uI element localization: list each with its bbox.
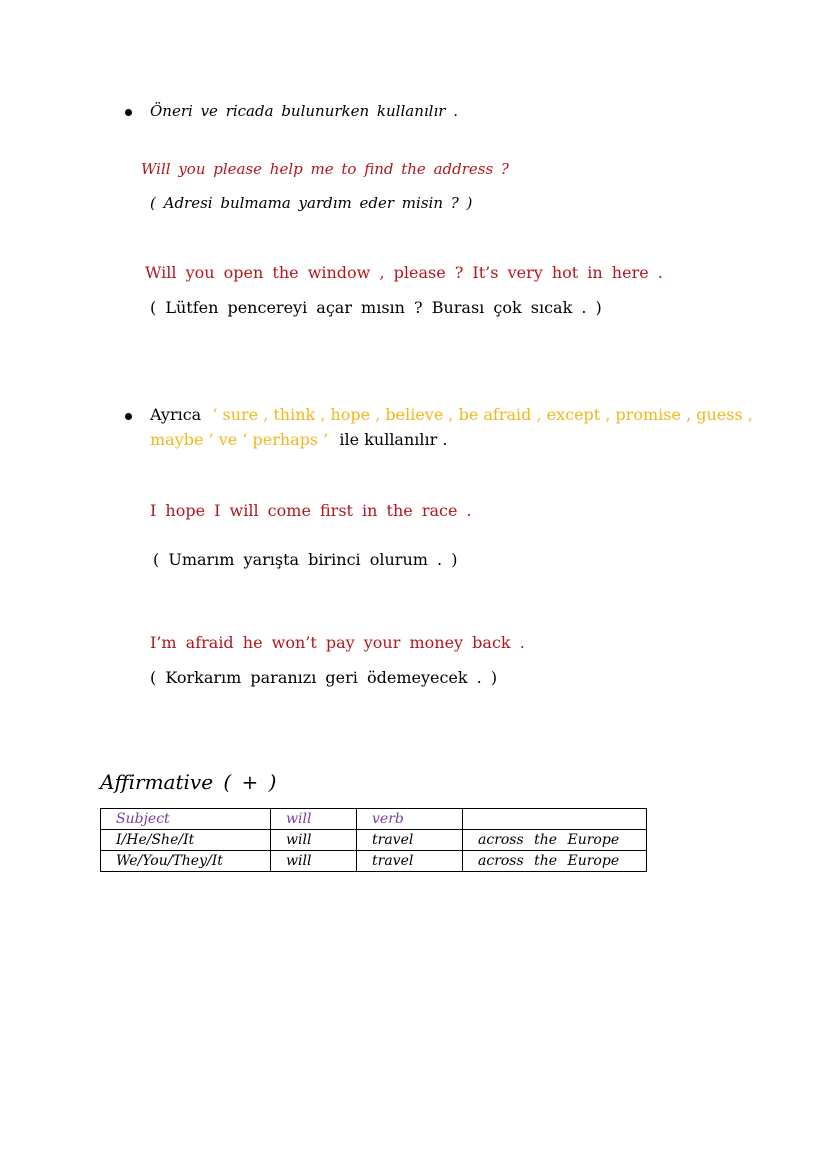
cell-subject: We/You/They/It <box>101 851 271 872</box>
section2-bullet-end: ile kullanılır . <box>339 430 448 449</box>
cell-will: will <box>271 830 357 851</box>
section2-keywords-line2: maybe ’ ve ‘ perhaps ’ <box>150 430 329 449</box>
header-empty <box>463 809 647 830</box>
cell-will: will <box>271 851 357 872</box>
bullet-dot <box>125 413 132 420</box>
cell-verb: travel <box>357 830 463 851</box>
section1-bullet-text: Öneri ve ricada bulunurken kullanılır . <box>150 102 458 120</box>
header-verb: verb <box>357 809 463 830</box>
section2-intro: Ayrıca <box>150 405 202 424</box>
section2-bullet-line2 <box>150 430 447 449</box>
section2-example1-tr: ( Umarım yarışta birinci olurum . ) <box>153 550 458 569</box>
cell-verb: travel <box>357 851 463 872</box>
table-header-row <box>101 809 647 830</box>
section2-bullet-line1 <box>150 405 753 424</box>
bullet-dot <box>125 109 132 116</box>
section1-example1-tr: ( Adresi bulmama yardım eder misin ? ) <box>150 194 473 212</box>
section1-example2-tr: ( Lütfen pencereyi açar mısın ? Burası çok sıcak . ) <box>150 298 602 317</box>
header-subject: Subject <box>101 809 271 830</box>
cell-object: across the Europe <box>463 851 647 872</box>
header-will: will <box>271 809 357 830</box>
cell-object: across the Europe <box>463 830 647 851</box>
table-row <box>101 830 647 851</box>
cell-subject: I/He/She/It <box>101 830 271 851</box>
section2-example2-en: I’m afraid he won’t pay your money back . <box>150 633 525 652</box>
affirmative-heading: Affirmative ( + ) <box>100 770 277 794</box>
section1-example1-en: Will you please help me to find the address ? <box>141 160 509 178</box>
section2-example1-en: I hope I will come first in the race . <box>150 501 472 520</box>
section1-example2-en: Will you open the window , please ? It’s very hot in here . <box>145 263 663 282</box>
section2-example2-tr: ( Korkarım paranızı geri ödemeyecek . ) <box>150 668 498 687</box>
table-row <box>101 851 647 872</box>
affirmative-table <box>100 808 647 872</box>
section2-keywords-line1: ‘ sure , think , hope , believe , be afraid , except , promise , guess , <box>212 405 753 424</box>
